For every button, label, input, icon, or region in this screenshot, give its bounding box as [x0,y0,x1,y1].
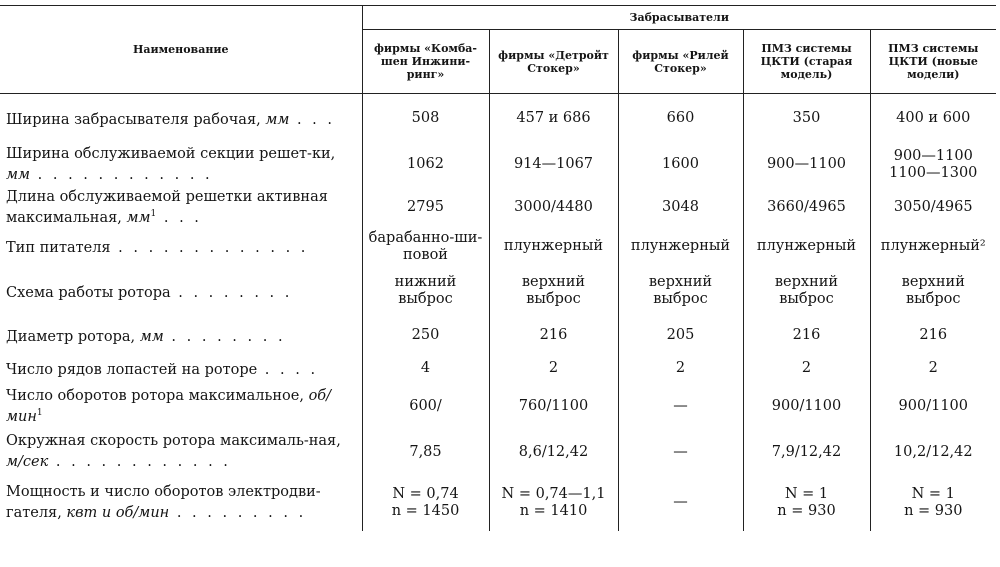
table-cell: — [618,384,743,430]
table-cell: 350 [743,94,870,144]
table-cell: 10,2/12,42 [870,430,996,475]
table-cell: плунжерный [743,230,870,264]
table-cell: 3660/4965 [743,186,870,230]
table-cell: 900/1100 [870,384,996,430]
row-label: Мощность и число оборотов электродви-гателя, [6,483,321,521]
table-cell: 3000/4480 [489,186,618,230]
table-cell: 2 [870,353,996,384]
table-cell: 4 [362,353,489,384]
table-row [0,475,996,531]
table-cell: верхний выброс [618,264,743,319]
table-cell: 2795 [362,186,489,230]
table-cell: 1062 [362,144,489,186]
table-cell: 250 [362,319,489,353]
table-cell: 900—1100 1100—1300 [870,144,996,186]
row-label: Длина обслуживаемой решетки активная максимальная, [6,188,328,226]
row-unit: м/сек [6,453,49,470]
row-leader-dots: . . . . . . . . . . . . [30,166,213,183]
table-cell: 457 и 686 [489,94,618,144]
row-name [0,384,362,430]
table-cell: 2 [618,353,743,384]
row-label: Число оборотов ротора максимальное, [6,387,309,404]
table-cell: плунжерный [618,230,743,264]
table-cell: N = 1 n = 930 [743,475,870,531]
row-unit: об/мин [6,387,332,425]
table-cell: 660 [618,94,743,144]
header-column-3: фирмы «Рилей Стокер» [618,30,743,94]
table-row [0,94,996,144]
header-column-1: фирмы «Комба-шен Инжини-ринг» [362,30,489,94]
row-label: Окружная скорость ротора максималь-ная, [6,433,341,450]
table-cell: 2 [743,353,870,384]
table-cell: 205 [618,319,743,353]
table-row [0,230,996,264]
table-cell: 216 [743,319,870,353]
row-leader-dots: . . . . . . . . [163,328,286,345]
table-cell: барабанно-ши-повой [362,230,489,264]
row-leader-dots: . . . . [257,361,319,378]
table-cell: 8,6/12,42 [489,430,618,475]
row-unit: мм [6,166,31,183]
table-cell: 2 [489,353,618,384]
row-leader-dots: . . . . . . . . . . . . [48,453,231,470]
row-label: Число рядов лопастей на роторе [6,361,258,378]
table-cell: N = 0,74 n = 1450 [362,475,489,531]
table-cell: верхний выброс [870,264,996,319]
row-name [0,230,362,264]
row-label: Схема работы ротора [6,284,171,301]
row-footnote-mark: 1 [36,407,43,418]
row-name [0,319,362,353]
table-cell: 900/1100 [743,384,870,430]
table-cell: 3048 [618,186,743,230]
table-cell: 900—1100 [743,144,870,186]
row-name [0,186,362,230]
table-row [0,144,996,186]
table-cell: нижний выброс [362,264,489,319]
row-name [0,264,362,319]
header-group: Забрасыватели [362,6,996,30]
table-cell: плунжерный [489,230,618,264]
row-leader-dots: . . . . . . . . . [169,504,307,521]
row-label: Диаметр ротора, [6,328,140,345]
table-cell: 7,9/12,42 [743,430,870,475]
header-name-column: Наименование [0,6,362,94]
stoker-comparison-table [0,5,996,531]
row-name [0,94,362,144]
row-footnote-mark: 1 [150,208,157,219]
table-cell: 3050/4965 [870,186,996,230]
table-cell: 760/1100 [489,384,618,430]
table-cell: — [618,430,743,475]
row-unit: мм [126,209,151,226]
row-leader-dots: . . . . . . . . . . . . . [110,239,309,256]
header-column-2: фирмы «Детройт Стокер» [489,30,618,94]
row-name [0,430,362,475]
table-cell: 216 [489,319,618,353]
row-unit: мм [139,328,164,345]
table-row [0,264,996,319]
table-cell: N = 1 n = 930 [870,475,996,531]
row-label: Ширина забрасывателя рабочая, [6,112,266,129]
row-label: Ширина обслуживаемой секции решет-ки, [6,145,336,162]
table-row [0,430,996,475]
header-column-5: ПМЗ системы ЦКТИ (новые модели) [870,30,996,94]
table-cell: 600/ [362,384,489,430]
table-row [0,384,996,430]
table-row [0,353,996,384]
row-name [0,353,362,384]
header-column-4: ПМЗ системы ЦКТИ (старая модель) [743,30,870,94]
table-cell: верхний выброс [743,264,870,319]
row-name [0,144,362,186]
table-cell: 400 и 600 [870,94,996,144]
row-unit: мм [265,112,290,129]
table-cell: 7,85 [362,430,489,475]
table-cell: верхний выброс [489,264,618,319]
row-unit: квт и об/мин [66,504,170,521]
table-cell: 508 [362,94,489,144]
table-row [0,319,996,353]
row-leader-dots: . . . [289,112,336,129]
table-cell: плунжерный² [870,230,996,264]
table-cell: 216 [870,319,996,353]
table-cell: 914—1067 [489,144,618,186]
row-leader-dots: . . . . . . . . [170,284,293,301]
table-row [0,186,996,230]
table-cell: — [618,475,743,531]
row-name [0,475,362,531]
table-cell: N = 0,74—1,1 n = 1410 [489,475,618,531]
row-leader-dots: . . . [156,209,202,226]
row-label: Тип питателя [6,239,111,256]
table-cell: 1600 [618,144,743,186]
